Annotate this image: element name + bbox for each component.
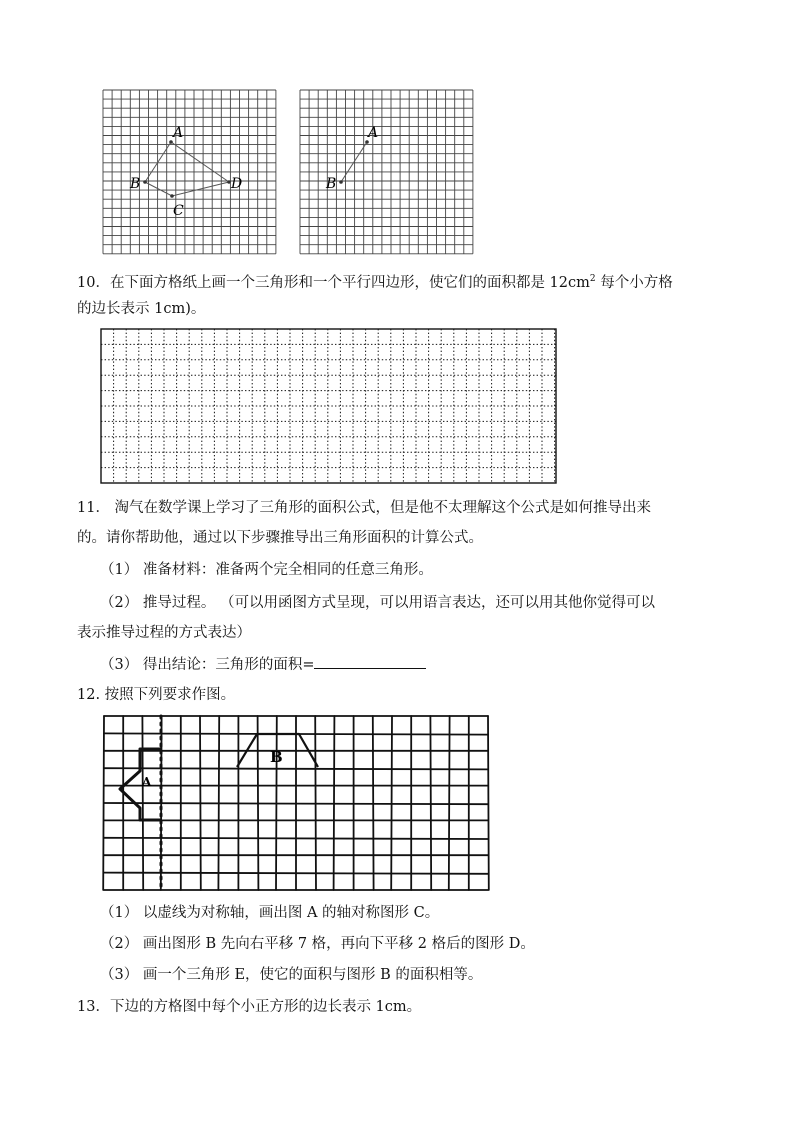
q10-dotted-grid xyxy=(100,328,560,486)
q10-text-a: 10．在下面方格纸上画一个三角形和一个平行四边形，使它们的面积都是 12cm xyxy=(77,274,590,291)
q11-line2: 的。请你帮助他，通过以下步骤推导出三角形面积的计算公式。 xyxy=(77,530,483,546)
point-c xyxy=(170,194,174,198)
q11-line1: 11． 淘气在数学课上学习了三角形的面积公式，但是他不太理解这个公式是如何推导出来 xyxy=(77,500,652,516)
label-b-right: B xyxy=(326,176,337,192)
figure-a-label: A xyxy=(142,775,152,789)
q12-item3: （3） 画一个三角形 E，使它的面积与图形 B 的面积相等。 xyxy=(100,967,483,983)
answer-blank[interactable] xyxy=(314,654,426,669)
segment-ab xyxy=(341,142,367,182)
q10-line2: 的边长表示 1cm)。 xyxy=(77,301,206,317)
figure-b-label: B xyxy=(270,748,283,766)
label-b-left: B xyxy=(130,176,141,192)
q12-title: 12. 按照下列要求作图。 xyxy=(77,687,236,703)
label-d-left: D xyxy=(231,176,243,192)
q12-item1: （1） 以虚线为对称轴，画出图 A 的轴对称图形 C。 xyxy=(100,905,440,921)
q10-line1 xyxy=(77,269,673,293)
q12-item2: （2） 画出图形 B 先向右平移 7 格，再向下平移 2 格后的图形 D。 xyxy=(100,936,535,952)
point-b xyxy=(143,180,147,184)
figure-a xyxy=(120,749,162,820)
q11-step3-text: （3） 得出结论：三角形的面积= xyxy=(100,657,315,673)
q12-grid-figure xyxy=(100,714,492,894)
label-a-right: A xyxy=(368,125,379,141)
left-grid xyxy=(103,90,276,254)
q13-line1: 13．下边的方格图中每个小正方形的边长表示 1cm。 xyxy=(77,999,422,1015)
q11-step2-a: （2） 推导过程。 （可以用函图方式呈现，可以用语言表达，还可以用其他你觉得可以 xyxy=(100,595,655,611)
q11-step3 xyxy=(100,654,426,675)
point-b-right xyxy=(339,180,343,184)
q11-step1: （1） 准备材料：准备两个完全相同的任意三角形。 xyxy=(100,562,433,578)
label-c-left: C xyxy=(173,203,184,219)
right-grid xyxy=(300,90,473,254)
q10-text-b: 每个小方格 xyxy=(595,274,673,291)
q9-grid-figures xyxy=(95,84,485,256)
label-a-left: A xyxy=(173,125,184,141)
q10-superscript: 2 xyxy=(589,274,596,284)
q11-step2-b: 表示推导过程的方式表达） xyxy=(77,625,251,641)
